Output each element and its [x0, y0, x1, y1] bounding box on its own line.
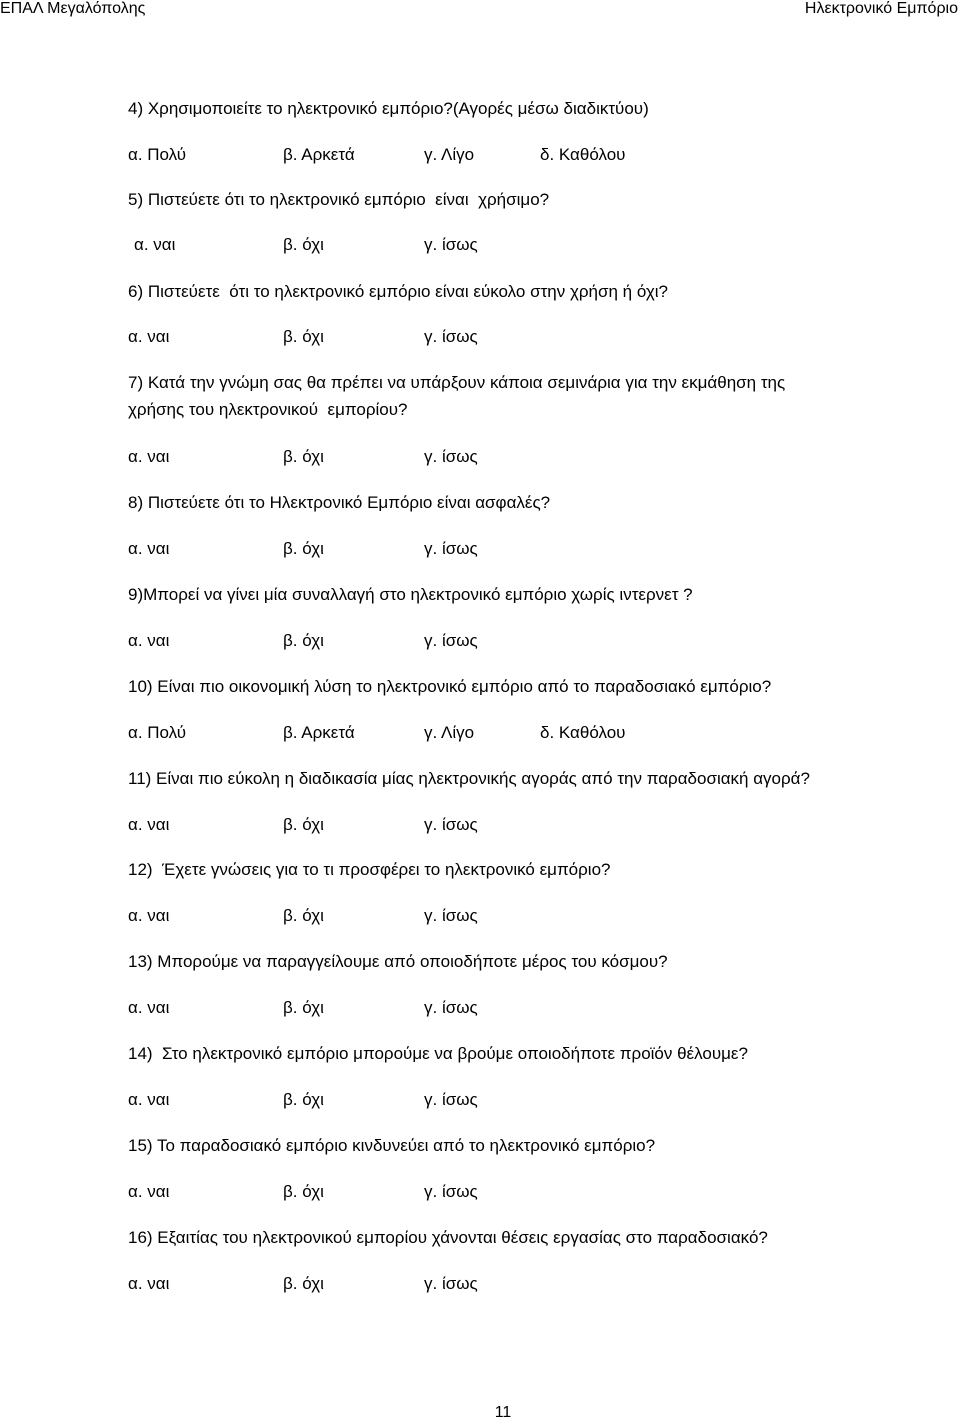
question-13-option-c: γ. ίσως	[424, 998, 478, 1017]
question-6-text: 6) Πιστεύετε ότι το ηλεκτρονικό εμπόριο είναι εύκολο στην χρήση ή όχι?	[128, 282, 669, 301]
question-12-option-a: α. ναι	[128, 906, 170, 925]
question-12-option-b: β. όχι	[283, 906, 324, 925]
question-13-option-b: β. όχι	[283, 998, 324, 1017]
question-5-text: 5) Πιστεύετε ότι το ηλεκτρονικό εμπόριο είναι χρήσιμο?	[128, 190, 550, 209]
question-5-option-c: γ. ίσως	[424, 235, 478, 254]
question-7-text-line2: χρήσης του ηλεκτρονικού εμπορίου?	[128, 400, 408, 419]
question-11-option-c: γ. ίσως	[424, 815, 478, 834]
question-4-option-d: δ. Καθόλου	[540, 145, 626, 164]
question-9-option-b: β. όχι	[283, 631, 324, 650]
question-9-text: 9)Μπορεί να γίνει μία συναλλαγή στο ηλεκτρονικό εμπόριο χωρίς ιντερνετ ?	[128, 585, 693, 604]
question-7-option-c: γ. ίσως	[424, 447, 478, 466]
header-school-name: ΕΠΑΛ Μεγαλόπολης	[0, 0, 146, 17]
question-16-option-c: γ. ίσως	[424, 1274, 478, 1293]
question-4-option-a: α. Πολύ	[128, 145, 187, 164]
question-7-text: 7) Κατά την γνώμη σας θα πρέπει να υπάρξουν κάποια σεμινάρια για την εκμάθηση της	[128, 373, 786, 392]
question-8-text: 8) Πιστεύετε ότι το Ηλεκτρονικό Εμπόριο είναι ασφαλές?	[128, 493, 551, 512]
question-7-option-b: β. όχι	[283, 447, 324, 466]
question-13-option-a: α. ναι	[128, 998, 170, 1017]
question-12-option-c: γ. ίσως	[424, 906, 478, 925]
question-8-option-b: β. όχι	[283, 539, 324, 558]
question-14-text: 14) Στο ηλεκτρονικό εμπόριο μπορούμε να βρούμε οποιοδήποτε προϊόν θέλουμε?	[128, 1044, 748, 1063]
question-10-option-a: α. Πολύ	[128, 723, 187, 742]
question-5-option-a: α. ναι	[134, 235, 176, 254]
question-11-option-b: β. όχι	[283, 815, 324, 834]
question-10-option-b: β. Αρκετά	[283, 723, 355, 742]
question-14-option-a: α. ναι	[128, 1090, 170, 1109]
question-5-option-b: β. όχι	[283, 235, 324, 254]
question-15-option-a: α. ναι	[128, 1182, 170, 1201]
question-11-option-a: α. ναι	[128, 815, 170, 834]
header-document-title: Ηλεκτρονικό Εμπόριο	[804, 0, 958, 17]
question-15-option-c: γ. ίσως	[424, 1182, 478, 1201]
question-9-option-c: γ. ίσως	[424, 631, 478, 650]
question-4-option-b: β. Αρκετά	[283, 145, 355, 164]
question-8-option-c: γ. ίσως	[424, 539, 478, 558]
question-11-text: 11) Είναι πιο εύκολη η διαδικασία μίας ηλεκτρονικής αγοράς από την παραδοσιακή αγορά?	[128, 769, 810, 788]
question-16-text: 16) Εξαιτίας του ηλεκτρονικού εμπορίου χάνονται θέσεις εργασίας στο παραδοσιακό?	[128, 1228, 768, 1247]
question-6-option-a: α. ναι	[128, 327, 170, 346]
question-10-text: 10) Είναι πιο οικονομική λύση το ηλεκτρονικό εμπόριο από το παραδοσιακό εμπόριο?	[128, 677, 772, 696]
question-16-option-a: α. ναι	[128, 1274, 170, 1293]
question-15-text: 15) Το παραδοσιακό εμπόριο κινδυνεύει από το ηλεκτρονικό εμπόριο?	[128, 1136, 656, 1155]
question-14-option-b: β. όχι	[283, 1090, 324, 1109]
question-6-option-b: β. όχι	[283, 327, 324, 346]
question-12-text: 12) Έχετε γνώσεις για το τι προσφέρει το ηλεκτρονικό εμπόριο?	[128, 860, 611, 879]
question-15-option-b: β. όχι	[283, 1182, 324, 1201]
question-10-option-c: γ. Λίγο	[424, 723, 475, 742]
question-10-option-d: δ. Καθόλου	[540, 723, 626, 742]
question-4-option-c: γ. Λίγο	[424, 145, 475, 164]
question-16-option-b: β. όχι	[283, 1274, 324, 1293]
question-13-text: 13) Μπορούμε να παραγγείλουμε από οποιοδήποτε μέρος του κόσμου?	[128, 952, 668, 971]
question-9-option-a: α. ναι	[128, 631, 170, 650]
question-6-option-c: γ. ίσως	[424, 327, 478, 346]
page-number: 11	[494, 1404, 512, 1421]
question-14-option-c: γ. ίσως	[424, 1090, 478, 1109]
question-8-option-a: α. ναι	[128, 539, 170, 558]
question-4-text: 4) Χρησιμοποιείτε το ηλεκτρονικό εμπόριο?(Αγορές μέσω διαδικτύου)	[128, 99, 649, 118]
question-7-option-a: α. ναι	[128, 447, 170, 466]
